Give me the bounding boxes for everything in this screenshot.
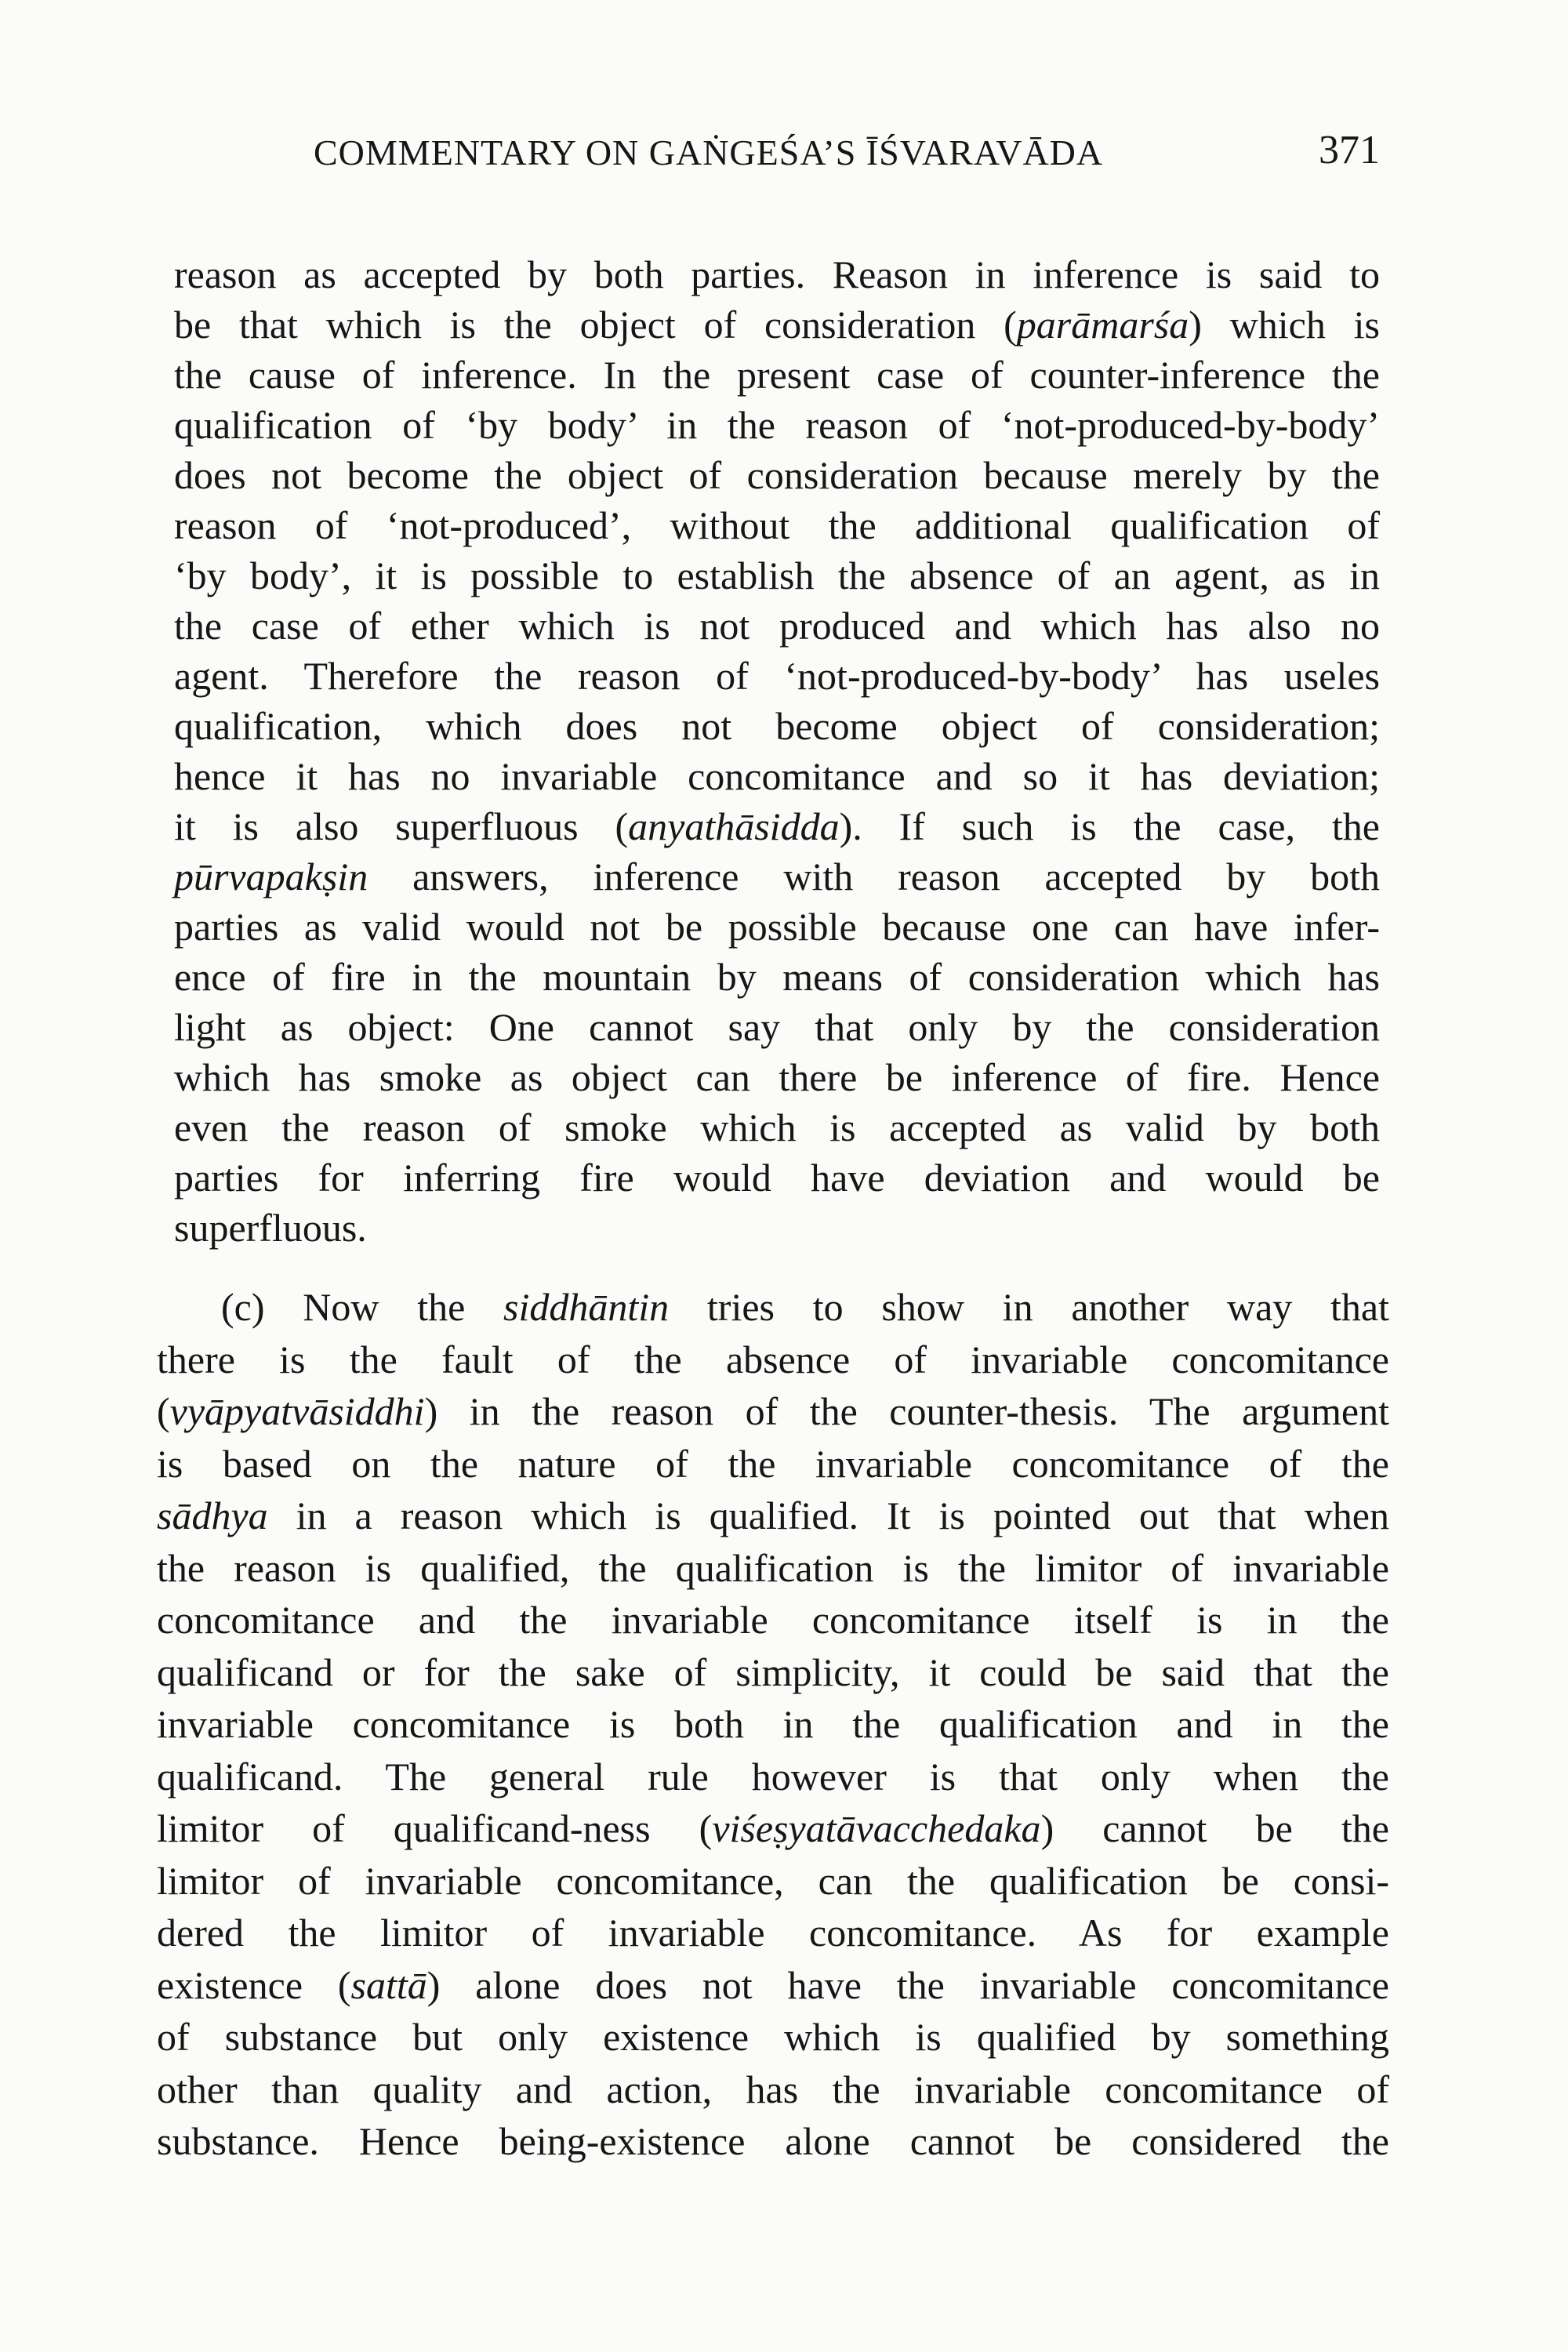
text-line [157,1698,1389,1751]
text-line [174,1152,1380,1203]
text-line [157,1334,1389,1386]
text-segment: answers, inference with reason accepted by both [368,855,1380,898]
text-segment: does not become the object of consideration because merely by the [174,453,1380,497]
italic-term: parāmarśa [1016,303,1189,347]
text-line [157,2063,1389,2116]
paragraph-1 [174,249,1380,1253]
text-line [157,1959,1389,2012]
text-segment: the cause of inference. In the present case of counter-inference the [174,353,1380,397]
text-segment: which has smoke as object can there be inference of fire. Hence [174,1055,1380,1099]
text-segment: ). If such is the case, the [839,804,1380,848]
text-segment: even the reason of smoke which is accepted as valid by both [174,1105,1380,1149]
paragraph-2-section-c [157,1281,1389,2168]
text-line [174,851,1380,902]
text-line [174,550,1380,601]
text-segment: other than quality and action, has the invariable concomitance of [157,2067,1389,2111]
text-segment: concomitance and the invariable concomitance itself is in the [157,1598,1389,1642]
text-segment: parties as valid would not be possible because one can have infer- [174,905,1380,949]
text-segment: reason as accepted by both parties. Reason in inference is said to [174,252,1380,296]
text-segment: ‘by body’, it is possible to establish the absence of an agent, as in [174,554,1380,597]
page-header [314,128,1380,187]
text-line [174,952,1380,1002]
text-segment: existence ( [157,1962,351,2007]
italic-term: sattā [350,1962,427,2007]
text-line [157,1855,1389,1907]
text-line [174,701,1380,751]
italic-term: pūrvapakṣin [174,855,368,898]
text-line [174,1002,1380,1052]
italic-term: siddhāntin [503,1285,670,1329]
text-segment: superfluous. [174,1206,367,1250]
text-segment: ) cannot be the [1040,1806,1389,1850]
text-segment: the case of ether which is not produced and which has also no [174,604,1380,648]
text-segment: hence it has no invariable concomitance and so it has deviation; [174,754,1380,798]
running-title: COMMENTARY ON GAṄGEŚA’S ĪŚVARAVĀDA [314,132,1104,172]
italic-term: sādhya [157,1494,268,1537]
text-segment: qualificand. The general rule however is that only when the [157,1754,1389,1798]
text-line [157,1594,1389,1646]
italic-term: viśeṣyatāvacchedaka [712,1806,1041,1850]
text-line [174,751,1380,801]
italic-term: anyathāsidda [628,804,840,848]
text-line [157,2115,1389,2168]
text-line [157,1907,1389,1959]
text-line [174,801,1380,851]
text-segment: ) in the reason of the counter-thesis. The argument [424,1389,1389,1433]
text-line [174,350,1380,400]
text-line [174,902,1380,952]
text-line [174,450,1380,500]
text-line [174,1052,1380,1102]
text-segment: invariable concomitance is both in the qualification and in the [157,1702,1389,1746]
text-line [157,1646,1389,1699]
text-segment: qualification of ‘by body’ in the reason of ‘not-produced-by-body’ [174,403,1380,447]
text-line [174,249,1380,299]
text-segment: tries to show in another way that [669,1285,1390,1329]
page-number: 371 [1319,128,1380,172]
italic-term: vyāpyatvāsiddhi [169,1389,425,1433]
text-segment: is based on the nature of the invariable concomitance of the [157,1441,1389,1486]
text-line [157,1281,1389,1334]
text-line [174,299,1380,350]
text-segment: ence of fire in the mountain by means of consideration which has [174,955,1380,999]
text-segment: qualification, which does not become object of consideration; [174,704,1380,748]
text-segment: (c) Now the [221,1285,504,1329]
text-segment: ( [157,1389,170,1433]
text-segment: agent. Therefore the reason of ‘not-produced-by-body’ has useles [174,654,1380,698]
text-segment: ) alone does not have the invariable concomitance [426,1962,1389,2007]
text-line [157,1802,1389,1855]
text-segment: light as object: One cannot say that only by the consideration [174,1005,1380,1049]
text-segment: be that which is the object of consideration ( [174,303,1017,347]
text-segment: there is the fault of the absence of invariable concomitance [157,1337,1389,1381]
text-line [174,601,1380,651]
text-segment: substance. Hence being-existence alone cannot be considered the [157,2119,1389,2163]
text-line [157,1751,1389,1803]
text-segment: limitor of qualificand-ness ( [157,1806,713,1850]
text-line [174,1102,1380,1152]
text-segment: dered the limitor of invariable concomitance. As for example [157,1911,1389,1955]
text-segment: in a reason which is qualified. It is pointed out that when [267,1494,1389,1537]
text-segment: it is also superfluous ( [174,804,629,848]
text-segment: of substance but only existence which is qualified by something [157,2015,1389,2059]
text-line [174,651,1380,701]
text-segment: reason of ‘not-produced’, without the additional qualification of [174,503,1380,547]
text-line [157,1385,1389,1438]
text-line [174,500,1380,550]
text-segment: limitor of invariable concomitance, can the qualification be consi- [157,1858,1389,1903]
text-line [174,1203,1380,1253]
text-segment: the reason is qualified, the qualification is the limitor of invariable [157,1545,1389,1590]
text-line [157,1438,1389,1490]
text-line [157,1490,1389,1542]
text-line [157,1542,1389,1595]
text-segment: parties for inferring fire would have deviation and would be [174,1156,1380,1200]
text-line [174,400,1380,450]
text-line [157,2011,1389,2063]
text-segment: qualificand or for the sake of simplicity, it could be said that the [157,1650,1389,1694]
text-segment: ) which is [1189,303,1380,347]
